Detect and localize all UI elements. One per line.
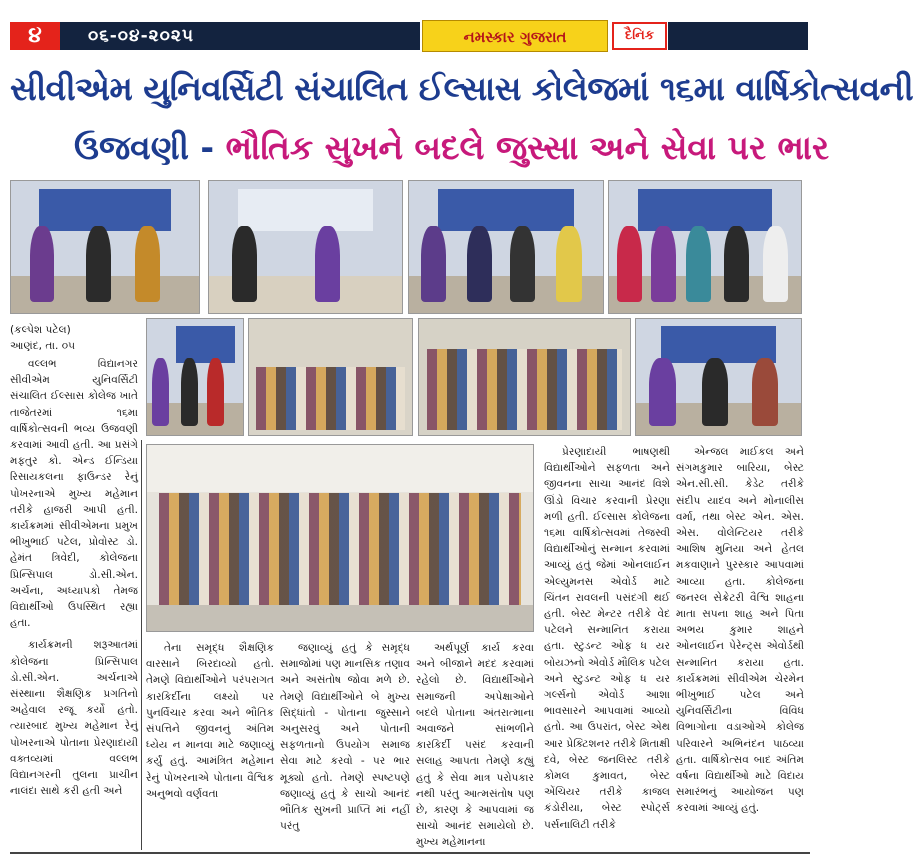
photo-award-4 [608,180,802,314]
photo-audience-hall [248,318,413,436]
headline-subtitle: ભૌતિક સુખને બદલે જુસ્સા અને સેવા પર ભાર [225,128,830,167]
article-column-2 [146,640,274,850]
article-column-4 [544,444,670,850]
article-paragraph: તેના સમૃદ્ધ શૈક્ષણિક વારસાને બિરદાવ્યો હતો. તેમણે વિદ્યાર્થીઓને પરંપરાગત કારકિર્દીના લક્ષ્યો પર પુનર્વિચાર કરવા અને ભૌતિક સંપત્તિને જીવનનું અંતિમ ધ્યેય ન માનવા માટે જણાવ્યું કર્યું હતું. આમંત્રિત મહેમાન રેનું પોખરનાએ પોતાના વૈશ્વિક અનુભવો વર્ણવતા [146,642,274,800]
byline [10,322,140,354]
article-column-3 [280,640,410,850]
photo-award-1 [10,180,200,314]
article-paragraph: જણાવ્યું હતું કે સમૃદ્ધ સમાજોમાં પણ માનસિક તણાવ અને અસંતોષ જોવા મળે છે. તેમણે વિદ્યાર્થીઓને બે મુખ્ય સિદ્ધાંતો - પોતાના જુસ્સાને અનુસરવું અને પોતાની સફળતાનો ઉપયોગ સમાજ સેવા માટે કરવો - પર ભાર મૂક્યો હતો. તેમણે સ્પષ્ટપણે જણાવ્યું હતું કે સાચો આનંદ ભૌતિક સુખની પ્રાપ્તિ માં નહીં પરંતુ [280,642,410,833]
article-paragraph: અર્થપૂર્ણ કાર્ય કરવા અને બીજાને મદદ કરવામાં રહેલો છે. વિદ્યાર્થીઓને સમાજની અપેક્ષાઓને બદલે પોતાના અંતરાત્માના અવાજને સાંભળીને કારકિર્દી પસંદ કરવાની સલાહ આપતા તેમણે કહ્યું હતું કે સેવા માત્ર પરોપકાર નથી પરંતુ આત્મસંતોષ પણ છે, કારણ કે આપવામાં જ સાચો આનંદ સમાયેલો છે. મુખ્ય મહેમાનના [416,642,534,849]
photo-award-3 [408,180,604,314]
article-column-1 [10,356,138,836]
headline-line-2-lead: ઉજવણી - [74,128,226,167]
article-paragraph: એન્જલ માઈકલ અને સંગમકુમાર બારિયા, બેસ્ટ એન.સી.સી. કેડેટ તરીકે સંદીપ યાદવ અને મોનાલીસ વર્મા, તથા બેસ્ટ એન. એસ. એસ. વોલેન્ટિયર તરીકે આશિષ મુનિયા અને હેતલ મકવાણાને પુરસ્કાર આપવામાં આવ્યા હતા. કોલેજના જનરલ સેક્રેટરી વૈશ્વિ શાહના માતા સપના શાહ અને પિતા અભય કુમાર શાહને ઓનલાઈન પેરેન્ટ્સ એવોર્ડથી સન્માનિત કરાયા હતા. કાર્યક્રમમાં સીવીએમ ચેરમેન ભીખુભાઈ પટેલ અને યુનિવર્સિટીના વિવિધ વિભાગોના વડાઓએ કોલેજ પરિવારને અભિનંદન પાઠવ્યા હતા. વાર્ષિકોત્સવ બાદ અંતિમ વર્ષના વિદ્યાર્થીઓ માટે વિદાય સમારંભનું આયોજન પણ કરવામાં આવ્યું હતું. [676,446,804,815]
article-column-5 [676,444,804,850]
article-paragraph: કાર્યક્રમની શરૂઆતમાં કોલેજના પ્રિન્સિપાલ ડો.સી.એન. અર્ચનાએ સંસ્થાના શૈક્ષણિક પ્રગતિનો અહેવાલ રજૂ કર્યો હતો. ત્યારબાદ મુખ્ય મહેમાન રેનું પોખરનાએ પોતાના પ્રેરણાદાયી વક્તવ્યમાં વલ્લભ વિદ્યાનગરની તુલના પ્રાચીન નાલંદા સાથે કરી હતી અને [10,639,138,798]
headline-line-2 [74,120,830,176]
reporter-name: (કલ્પેશ પટેલ) [10,324,71,336]
issue-date: ૦૬-૦૪-૨૦૨૫ [60,22,420,50]
page-number: ૪ [10,22,60,50]
article-paragraph: વલ્લભ વિદ્યાનગર સીવીએમ યુનિવર્સિટી સંચાલિત ઈલ્સાસ કોલેજ ખાતે તાજેતરમાં ૧૬મા વાર્ષિકોત્સવની ભવ્ય ઉજવણી કરવામાં આવી હતી. આ પ્રસંગે મફતુર કો. એન્ડ ઈન્ડિયા રિસાયકલના ફાઉન્ડર રેનું પોખરનાએ મુખ્ય મહેમાન તરીકે હાજરી આપી હતી. કાર્યક્રમમાં સીવીએમના પ્રમુખ ભીખુભાઈ પટેલ, પ્રોવોસ્ટ ડો. હેમંત ત્રિવેદી, કોલેજના પ્રિન્સિપાલ ડો.સી.એન. અર્ચના, અધ્યાપકો તેમજ વિદ્યાર્થીઓ ઉપસ્થિત રહ્યા હતા. [10,358,138,630]
photo-award-5 [635,318,802,436]
article-column-4-bottom [416,640,534,850]
article-paragraph: પ્રેરણાદાયી ભાષણથી વિદ્યાર્થીઓને સફળતા અને જીવનના સાચા આનંદ વિશે ઊંડો વિચાર કરવાની પ્રેરણા મળી હતી. ઈલ્સાસ કોલેજના ૧૬મા વાર્ષિકોત્સવમાં તેજસ્વી વિદ્યાર્થીઓનું સન્માન કરવામાં આવ્યું હતું જેમાં ઓનલાઈન એલ્યુમનસ એવોર્ડ માટે ચિંતન રાવલની પસંદગી થઈ હતી. બેસ્ટ મેન્ટર તરીકે વેદ પટેલને સન્માનિત કરાયા હતા. સ્ટુડન્ટ ઓફ ધ યર બોયઝનો એવોર્ડ મૌલિક પટેલ અને સ્ટુડન્ટ ઓફ ધ યર ગર્લ્સનો એવોર્ડ આશા ભાવસારને આપવામાં આવ્યો હતો. આ ઉપરાંત, બેસ્ટ એથ આર પ્રેક્ટિશનર તરીકે મિતાક્ષી દવે, બેસ્ટ જનલિસ્ટ તરીકે કોમલ કુમાવત, બેસ્ટ એંચિયર તરીકે કાજલ કંડોરીયા, બેસ્ટ સ્પોર્ટ્સ પર્સનાલિટી તરીકે [544,446,670,831]
column-divider [141,440,142,850]
photo-group [146,444,534,632]
edition-badge: દૈનિક [612,22,667,50]
headline-line-1: સીવીએમ યુનિવર્સિટી સંચાલિત ઈલ્સાસ કોલેજમાં ૧૬મા વાર્ષિકોત્સવની [10,69,913,108]
masthead: નમસ્કાર ગુજરાત [422,20,608,52]
photo-audience-front [418,318,631,436]
dateline: આણંદ, તા. ૦૫ [10,340,76,352]
photo-stage [146,318,244,436]
bottom-rule [10,852,810,854]
header-bar-end [668,22,808,50]
photo-award-2 [208,180,403,314]
